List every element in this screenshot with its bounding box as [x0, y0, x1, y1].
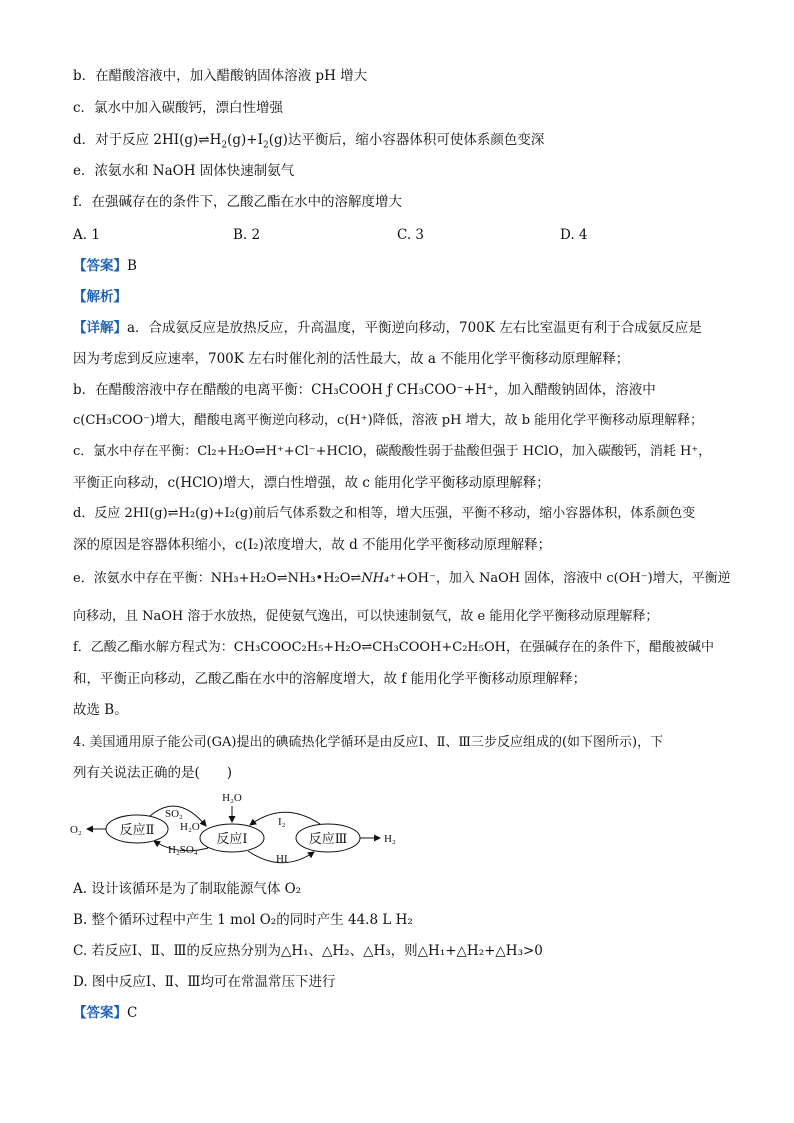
iodine-label: I₂ — [278, 816, 286, 828]
q3-answer: 【答案】B — [73, 258, 137, 274]
h2so4-label: H₂SO₄ — [168, 844, 198, 856]
q3-conclusion: 故选 B。 — [73, 702, 128, 718]
q4-option-a: A. 设计该循环是为了制取能源气体 O₂ — [73, 881, 302, 897]
detail-e-line2: 向移动，且 NaOH 溶于水放热，促使氨气逸出，可以快速制氨气，故 e 能用化学平衡移动原理解释； — [73, 609, 659, 624]
ammonium-ion: NH₄⁺ — [361, 571, 397, 586]
detail-b-line2: c(CH₃COO⁻)增大，醋酸电离平衡逆向移动，c(H⁺)降低，溶液 pH 增大，故 b 能用化学平衡移动原理解释； — [73, 413, 704, 428]
detail-b-line1: b．在醋酸溶液中存在醋酸的电离平衡：CH₃COOH ƒ CH₃COO⁻+H⁺，加入醋酸钠固体，溶液中 — [73, 382, 656, 398]
q4-answer: 【答案】C — [73, 1005, 138, 1021]
h2-label: H₂ — [384, 833, 396, 845]
q3-option-b: b．在醋酸溶液中，加入醋酸钠固体溶液 pH 增大 — [73, 68, 368, 84]
detail-c-line1: c．氯水中存在平衡：Cl₂+H₂O⇌H⁺+Cl⁻+HClO，碳酸酸性弱于盐酸但强于 HClO，加入碳酸钙，消耗 H⁺， — [73, 444, 712, 459]
detail-a-line1: 【详解】a．合成氨反应是放热反应，升高温度，平衡逆向移动，700K 左右比室温更有利于合成氨反应是 — [73, 320, 702, 336]
iodine-sulfur-cycle-diagram — [68, 786, 408, 868]
o2-label: O₂ — [70, 824, 82, 836]
detail-f-line2: 和，平衡正向移动，乙酸乙酯在水中的溶解度增大，故 f 能用化学平衡移动原理解释； — [73, 671, 587, 687]
water-top-label: H₂O — [222, 792, 242, 804]
detail-e-line1: e．浓氨水中存在平衡：NH₃+H₂O⇌NH₃•H₂O⇌NH₄⁺+OH⁻，加入 NaOH 固体，溶液中 c(OH⁻)增大，平衡逆 — [73, 571, 731, 586]
answer-tag: 【答案】 — [73, 1005, 127, 1021]
q3-choice-d: D. 4 — [560, 227, 588, 243]
q4-option-d: D. 图中反应Ⅰ、Ⅱ、Ⅲ均可在常温常压下进行 — [73, 974, 336, 990]
so2-label: SO₂ — [165, 808, 183, 820]
q3-choice-a: A. 1 — [73, 227, 100, 243]
q3-option-c: c．氯水中加入碳酸钙，漂白性增强 — [73, 100, 284, 116]
detail-d-line1: d．反应 2HI(g)⇌H₂(g)+I₂(g)前后气体系数之和相等，增大压强，平衡不移动，缩小容器体积，体系颜色变 — [73, 506, 696, 521]
q3-option-f: f．在强碱存在的条件下，乙酸乙酯在水中的溶解度增大 — [73, 194, 402, 210]
q3-option-d: d．对于反应 $2HI(g)\rightleftharpoons H_2(g)+I_2(g)$达平衡后，缩小容器体积可使体系颜色变深 — [73, 132, 545, 151]
q4-stem-line1: 4. 美国通用原子能公司(GA)提出的碘硫热化学循环是由反应Ⅰ、Ⅱ、Ⅲ三步反应组成的(如下图所示)，下 — [73, 735, 664, 750]
detail-a-line2: 因为考虑到反应速率，700K 左右时催化剂的活性最大，故 a 不能用化学平衡移动原理解释； — [73, 351, 630, 367]
water-mid-label: H₂O — [180, 821, 200, 833]
q3-analysis-tag: 【解析】 — [73, 289, 127, 305]
answer-tag: 【答案】 — [73, 258, 127, 274]
reaction-1-label: 反应Ⅰ — [216, 831, 248, 846]
detail-c-line2: 平衡正向移动，c(HClO)增大，漂白性增强，故 c 能用化学平衡移动原理解释； — [73, 475, 550, 491]
detail-d-line2: 深的原因是容器体积缩小，c(I₂)浓度增大，故 d 不能用化学平衡移动原理解释； — [73, 537, 552, 553]
detail-tag: 【详解】 — [73, 320, 127, 336]
q4-option-b: B. 整个循环过程中产生 1 mol O₂的同时产生 44.8 L H₂ — [73, 912, 413, 928]
reaction-2-label: 反应Ⅱ — [119, 822, 155, 837]
detail-f-line1: f．乙酸乙酯水解方程式为：CH₃COOC₂H₅+H₂O⇌CH₃COOH+C₂H₅OH，在强碱存在的条件下，醋酸被碱中 — [73, 640, 714, 655]
hi-label: HI — [276, 853, 288, 865]
q4-stem-line2: 列有关说法正确的是( ) — [73, 765, 233, 781]
q3-choice-c: C. 3 — [397, 227, 425, 243]
q4-option-c: C. 若反应Ⅰ、Ⅱ、Ⅲ的反应热分别为△H₁、△H₂、△H₃，则△H₁+△H₂+△H₃>0 — [73, 943, 543, 959]
q3-option-e: e．浓氨水和 NaOH 固体快速制氨气 — [73, 163, 295, 179]
q3-choice-b: B. 2 — [233, 227, 261, 243]
reaction-3-label: 反应Ⅲ — [308, 831, 348, 846]
